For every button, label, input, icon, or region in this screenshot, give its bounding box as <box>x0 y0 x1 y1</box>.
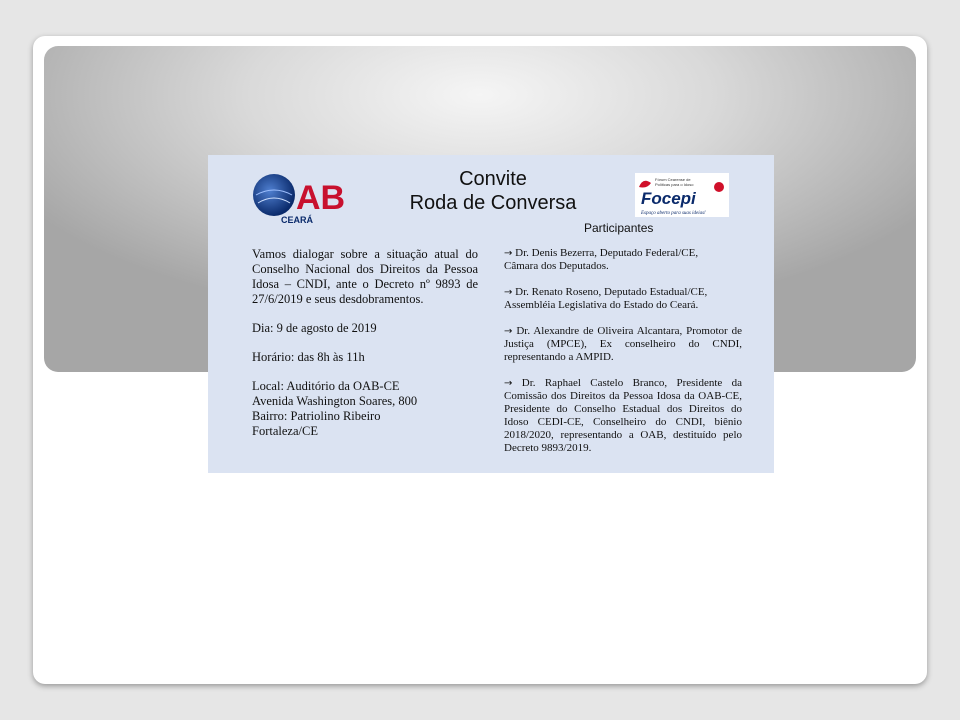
oab-letters: AB <box>296 179 346 217</box>
participant-text: Dr. Alexandre de Oliveira Alcantara, Promotor de Justiça (MPCE), Ex conselheiro do CNDI, representando a AMPID. <box>504 325 742 363</box>
arrow-right-icon: → <box>504 378 513 389</box>
arrow-right-icon: → <box>504 326 513 337</box>
title-line-roda: Roda de Conversa <box>409 192 577 214</box>
invite-title <box>368 167 618 215</box>
event-date: Dia: 9 de agosto de 2019 <box>252 321 377 335</box>
globe-icon <box>253 174 295 216</box>
arrow-right-icon: → <box>504 287 513 298</box>
focepi-dot-icon <box>714 182 724 192</box>
invitation-card <box>208 155 774 473</box>
focepi-small-text-1: Fórum Cearense de <box>655 177 691 182</box>
participant-text: Dr. Renato Roseno, Deputado Estadual/CE, <box>515 286 708 298</box>
oab-ceara-label: CEARÁ <box>281 215 314 225</box>
participant-text: Dr. Denis Bezerra, Deputado Federal/CE, <box>515 247 699 259</box>
location-line: Local: Auditório da OAB-CE <box>252 379 400 393</box>
participant-item <box>504 247 742 273</box>
oab-ceara-logo <box>252 171 348 225</box>
location-line: Fortaleza/CE <box>252 424 318 438</box>
location-line: Avenida Washington Soares, 800 <box>252 394 418 408</box>
participants-list <box>504 247 742 468</box>
focepi-logo <box>635 173 729 217</box>
participants-heading: Participantes <box>584 221 654 235</box>
location-line: Bairro: Patriolino Ribeiro <box>252 409 381 423</box>
arrow-right-icon: → <box>504 248 513 259</box>
intro-text: Vamos dialogar sobre a situação atual do Conselho Nacional dos Direitos da Pessoa Idosa – CNDI, ante o Decreto nº 9893 de 27/6/2019 e seus desdobramentos. <box>252 247 478 306</box>
participant-item <box>504 377 742 455</box>
participant-item <box>504 325 742 364</box>
participant-item <box>504 286 742 312</box>
event-details <box>252 247 478 439</box>
participant-text: Câmara dos Deputados. <box>504 260 609 272</box>
focepi-small-text-2: Políticas para o Idoso <box>655 182 694 187</box>
event-time: Horário: das 8h às 11h <box>252 350 365 364</box>
participant-text: Dr. Raphael Castelo Branco, Presidente da Comissão dos Direitos da Pessoa Idosa da OAB-CE, Presidente do Conselho Estadual dos Direitos do Idoso CEDI-CE, Conselheiro do CNDI, biênio 2018/2020, representando a OAB, destituído pelo Decreto 9893/2019. <box>504 377 742 454</box>
event-location <box>252 379 478 439</box>
participant-text: Assembléia Legislativa do Estado do Ceará. <box>504 299 699 311</box>
focepi-tagline: Espaço aberto para suas ideias! <box>641 211 706 216</box>
focepi-name: Focepi <box>641 189 696 208</box>
title-line-convite: Convite <box>459 168 527 190</box>
